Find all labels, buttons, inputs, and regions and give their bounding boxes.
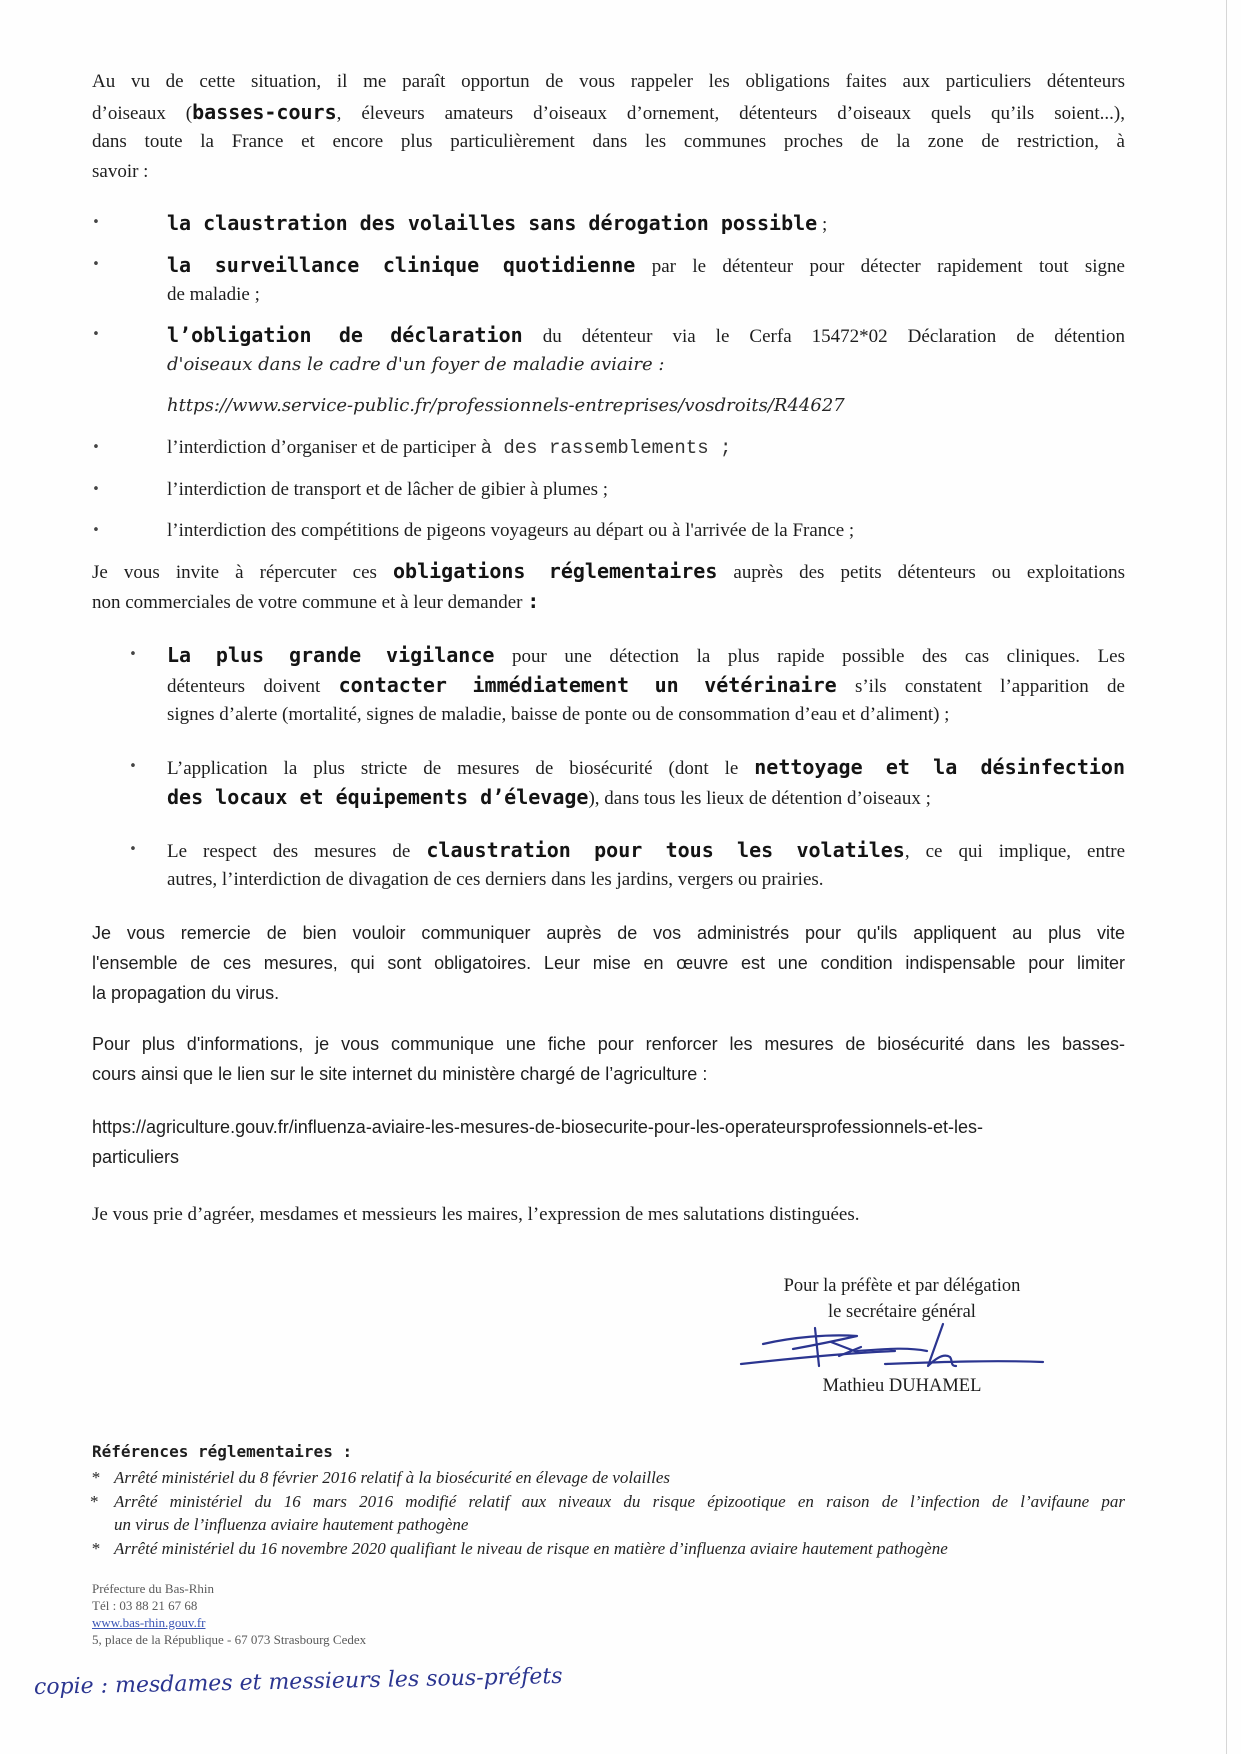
signature-delegation: Pour la préfète et par délégation	[783, 1276, 1021, 1296]
text-segment: s’ils constatent l’apparition de	[836, 676, 1125, 697]
text-line	[92, 157, 1125, 187]
bold-emphasis: :	[527, 589, 540, 613]
text-line	[167, 516, 1125, 546]
text-segment: du détenteur via le Cerfa 15472*02 Déclaration de détention	[522, 326, 1125, 347]
reference-text: Arrêté ministériel du 16 mars 2016 modifié relatif aux niveaux du risque épizootique en raison de l’infection de l’avifaune par	[114, 1491, 1125, 1511]
signatory-name: Mathieu DUHAMEL	[822, 1376, 982, 1396]
text-segment: l’interdiction des compétitions de pigeons voyageurs au départ ou à l'arrivée de la France ;	[167, 520, 855, 541]
text-line	[167, 700, 1125, 730]
thanks-paragraph	[92, 918, 1125, 1008]
text-segment: savoir :	[92, 161, 149, 182]
text-line	[167, 752, 1125, 782]
footer-website-line	[92, 1614, 366, 1631]
bold-emphasis: nettoyage et la désinfection	[754, 755, 1125, 779]
footer-address: 5, place de la République - 67 073 Strasbourg Cedex	[92, 1632, 367, 1647]
text-line	[92, 1142, 1125, 1172]
signature-title: le secrétaire général	[828, 1302, 976, 1322]
text-line	[167, 280, 1125, 310]
text-line	[167, 320, 1125, 350]
handwritten-copy-note: copie : mesdames et messieurs les sous-préfets	[33, 1663, 563, 1700]
references-list	[90, 1466, 1125, 1560]
reference-text: Arrêté ministériel du 16 novembre 2020 qualifiant le niveau de risque en matière d’influenza aviaire hautement pathogène	[114, 1538, 948, 1558]
text-line	[92, 127, 1125, 157]
text-line	[167, 250, 1125, 280]
text-line	[92, 1112, 1125, 1142]
text-line	[92, 1029, 1125, 1059]
url-text: https://www.service-public.fr/professionnels-entreprises/vosdroits/R44627	[167, 395, 845, 416]
text-line	[167, 865, 1125, 895]
text-segment: Pour plus d'informations, je vous communique une fiche pour renforcer les mesures de biosécurité dans les basses-	[92, 1034, 1125, 1054]
obligation-item	[92, 516, 1125, 546]
bold-emphasis: la surveillance clinique quotidienne	[167, 253, 636, 277]
request-item	[129, 835, 1126, 895]
reference-item-continuation	[114, 1513, 1125, 1537]
bold-emphasis: obligations réglementaires	[393, 559, 718, 583]
bullet-marker: •	[92, 215, 100, 230]
text-line	[92, 918, 1125, 948]
text-line	[167, 640, 1125, 670]
text-line	[167, 670, 1125, 700]
text-line	[167, 433, 1125, 463]
bullet-marker: •	[129, 647, 137, 662]
text-line	[92, 1059, 1125, 1089]
service-public-url	[167, 391, 1125, 421]
text-segment: Je vous prie d’agréer, mesdames et messieurs les maires, l’expression de mes salutations distinguées.	[92, 1204, 860, 1225]
text-line	[167, 835, 1125, 865]
text-line	[167, 475, 1125, 505]
intro-paragraph	[92, 67, 1125, 187]
more-info-paragraph	[92, 1029, 1125, 1089]
text-segment: autres, l’interdiction de divagation de ces derniers dans les jardins, vergers ou prairies.	[167, 869, 824, 890]
reference-marker: *	[91, 1538, 101, 1558]
reference-marker: *	[91, 1468, 101, 1487]
text-segment: par le détenteur pour détecter rapidement tout signe	[635, 256, 1125, 277]
obligation-item	[92, 433, 1125, 463]
text-segment: auprès des petits détenteurs ou exploitations	[717, 562, 1125, 583]
bullet-marker: •	[129, 759, 137, 774]
url-text: particuliers	[92, 1147, 180, 1167]
text-segment: d’oiseaux (	[92, 103, 193, 124]
references-heading: Références réglementaires :	[92, 1442, 353, 1461]
closing-paragraph	[92, 1200, 1125, 1230]
text-segment: L’application la plus stricte de mesures de biosécurité (dont le	[167, 758, 755, 779]
bullet-marker: •	[129, 842, 137, 857]
reference-item	[91, 1537, 1125, 1561]
bold-emphasis: basses-cours	[192, 100, 337, 124]
url-text: https://agriculture.gouv.fr/influenza-aviaire-les-mesures-de-biosecurite-pour-les-operateursprofessionnels-et-les-	[92, 1117, 984, 1137]
text-line	[167, 208, 1125, 238]
mono-segment: à des rassemblements ;	[480, 437, 732, 459]
text-line	[92, 978, 1125, 1008]
text-segment: Je vous invite à répercuter ces	[92, 562, 393, 583]
bold-emphasis: La plus grande vigilance	[167, 643, 495, 667]
text-line	[167, 350, 1125, 380]
scan-edge-line	[1226, 0, 1227, 1754]
text-segment: pour une détection la plus rapide possible des cas cliniques. Les	[494, 646, 1125, 667]
bullet-marker: •	[92, 257, 100, 272]
text-line	[167, 782, 1125, 812]
obligation-item	[92, 250, 1125, 310]
obligation-item	[92, 320, 1125, 380]
bullet-marker: •	[92, 327, 100, 342]
text-segment: de maladie ;	[167, 284, 260, 305]
footer-org: Préfecture du Bas-Rhin	[92, 1581, 215, 1596]
invite-paragraph	[92, 556, 1125, 616]
text-line	[167, 391, 1125, 421]
form-title-segment: d'oiseaux dans le cadre d'un foyer de maladie aviaire :	[167, 354, 665, 375]
text-segment: la propagation du virus.	[92, 983, 280, 1003]
obligation-item	[92, 208, 1125, 238]
request-item	[129, 640, 1125, 730]
text-segment: ;	[817, 214, 828, 235]
text-line	[92, 97, 1125, 127]
text-segment: dans toute la France et encore plus particulièrement dans les communes proches de la zone de restriction, à	[92, 131, 1125, 152]
text-segment: Je vous remercie de bien vouloir communiquer auprès de vos administrés pour qu'ils appliquent au plus vite	[92, 923, 1125, 943]
bullet-marker: •	[92, 482, 100, 497]
footer-website-link[interactable]: www.bas-rhin.gouv.fr	[92, 1615, 206, 1630]
footer	[92, 1580, 366, 1648]
signature-image	[735, 1320, 1047, 1374]
text-segment: , éleveurs amateurs d’oiseaux d’ornement, détenteurs d’oiseaux quels qu’ils soient...),	[336, 103, 1125, 124]
text-line	[92, 586, 1125, 616]
text-segment: ), dans tous les lieux de détention d’oiseaux ;	[588, 788, 931, 809]
text-segment: signes d’alerte (mortalité, signes de maladie, baisse de ponte ou de consommation d’eau et d’aliment) ;	[167, 704, 950, 725]
request-item	[129, 752, 1125, 812]
bold-emphasis: claustration pour tous les volatiles	[426, 838, 905, 862]
bold-emphasis: l’obligation de déclaration	[167, 323, 523, 347]
text-segment: cours ainsi que le lien sur le site internet du ministère chargé de l’agriculture :	[92, 1064, 708, 1084]
bullet-marker: •	[92, 523, 100, 538]
text-segment: , ce qui implique, entre	[904, 841, 1126, 862]
bold-emphasis: des locaux et équipements d’élevage	[167, 785, 589, 809]
text-segment: détenteurs doivent	[167, 676, 339, 697]
obligation-item	[92, 475, 1125, 505]
reference-item	[90, 1490, 1125, 1514]
reference-marker: *	[90, 1491, 99, 1511]
text-line	[92, 1200, 1125, 1230]
agriculture-url	[92, 1112, 1125, 1172]
text-segment: l’interdiction de transport et de lâcher de gibier à plumes ;	[167, 479, 609, 500]
reference-text: un virus de l’influenza aviaire hautement pathogène	[114, 1515, 469, 1534]
text-segment: l’interdiction d’organiser et de participer	[167, 437, 481, 458]
bold-emphasis: la claustration des volailles sans dérogation possible	[167, 211, 818, 235]
reference-item	[91, 1466, 1125, 1490]
text-line	[92, 67, 1125, 97]
text-line	[92, 948, 1125, 978]
bold-emphasis: contacter immédiatement un vétérinaire	[338, 673, 837, 697]
text-segment: l'ensemble de ces mesures, qui sont obligatoires. Leur mise en œuvre est une condition indispensable pour limiter	[92, 953, 1125, 973]
footer-phone: Tél : 03 88 21 67 68	[92, 1598, 198, 1613]
text-line	[92, 556, 1125, 586]
text-segment: Au vu de cette situation, il me paraît opportun de vous rappeler les obligations faites aux particuliers détenteurs	[92, 71, 1125, 92]
reference-text: Arrêté ministériel du 8 février 2016 relatif à la biosécurité en élevage de volailles	[114, 1468, 670, 1487]
text-segment: non commerciales de votre commune et à leur demander	[92, 592, 528, 613]
bullet-marker: •	[92, 440, 100, 455]
text-segment: Le respect des mesures de	[167, 841, 427, 862]
